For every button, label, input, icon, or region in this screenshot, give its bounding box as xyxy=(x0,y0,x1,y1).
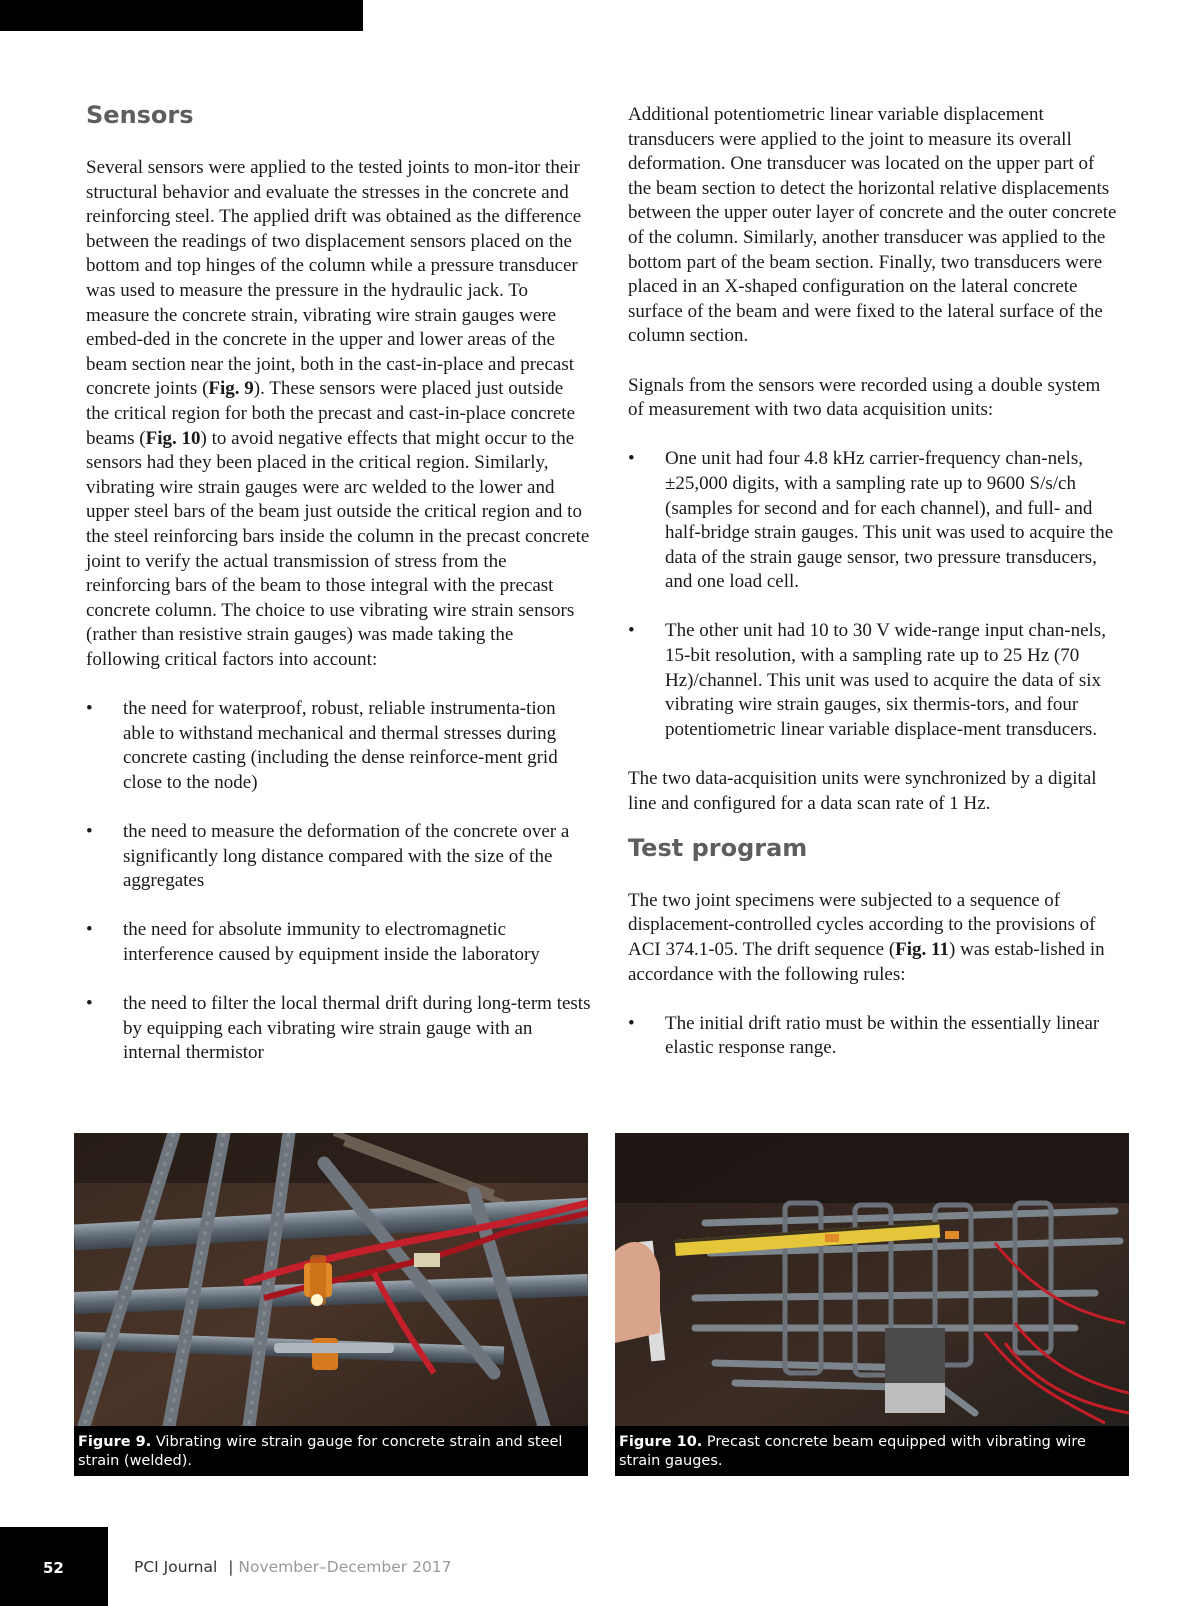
figure-10-caption xyxy=(615,1428,1129,1476)
bullet-dot: • xyxy=(628,448,635,470)
figure-ref-11: Fig. 11 xyxy=(895,939,950,960)
list-item-text: the need to measure the deformation of the concrete over a significantly long distance compared with the size of the aggregates xyxy=(123,821,570,892)
list-item xyxy=(86,820,591,894)
figure-ref-9: Fig. 9 xyxy=(208,378,254,400)
page-number: 52 xyxy=(43,1559,64,1577)
journal-name: PCI Journal xyxy=(134,1558,218,1576)
bullet-dot: • xyxy=(628,1012,635,1034)
footer xyxy=(134,1558,452,1576)
list-item-text: the need for waterproof, robust, reliable instrumenta-tion able to withstand mechanical and thermal stresses during concrete casting (including the dense reinforce-ment grid close to the node) xyxy=(123,698,558,793)
list-item xyxy=(86,992,591,1066)
paragraph-test-program xyxy=(628,889,1120,987)
footer-separator: | xyxy=(228,1558,234,1576)
list-item xyxy=(86,918,591,967)
issue-date: November–December 2017 xyxy=(238,1558,452,1576)
acquisition-units-list xyxy=(628,447,1120,742)
section-heading-test-program: Test program xyxy=(628,833,808,862)
bullet-dot: • xyxy=(86,919,93,941)
text-run: ) to avoid negative effects that might occur to the sensors had they been placed in the critical region. Similarly, vibrating wire strain gauges were arc welded to the lower and upper steel bars of the beam just outside the critical region and to the steel reinforcing bars inside the column in the precast concrete joint to verify the actual transmission of stress from the reinforcing bars of the beam to those integral with the precast concrete column. The choice to use vibrating wire strain sensors (rather than resistive strain gauges) was made taking the following critical factors into account: xyxy=(86,427,590,670)
figure-9 xyxy=(74,1133,588,1476)
bullet-dot: • xyxy=(86,698,93,720)
figure-label: Figure 10. xyxy=(619,1434,703,1450)
paragraph-synchronization: The two data-acquisition units were synchronized by a digital line and configured for a data scan rate of 1 Hz. xyxy=(628,768,1097,814)
figure-label: Figure 9. xyxy=(78,1434,152,1450)
text-run: ). These sensors were placed just outside the critical region for both the precast and cast-in-place concrete beams ( xyxy=(86,378,576,449)
list-item xyxy=(628,619,1120,742)
precast-beam-photo xyxy=(615,1133,1129,1426)
figure-ref-10: Fig. 10 xyxy=(145,427,201,449)
list-item-text: the need for absolute immunity to electromagnetic interference caused by equipment inside the laboratory xyxy=(123,919,540,965)
list-item-text: One unit had four 4.8 kHz carrier-frequency chan-nels, ±25,000 digits, with a sampling rate up to 9600 S/s/ch (samples for second and for each channel), and full- and half-bridge strain gauges. This unit was used to acquire the data of the strain gauge sensor, two pressure transducers, and one load cell. xyxy=(665,448,1114,593)
bullet-dot: • xyxy=(628,620,635,642)
paragraph-signals: Signals from the sensors were recorded using a double system of measurement with two data acquisition units: xyxy=(628,374,1101,421)
bullet-dot: • xyxy=(86,821,93,843)
text-run: ) was estab-lished in accordance with the following rules: xyxy=(628,939,1105,985)
left-column xyxy=(86,98,591,1091)
list-item xyxy=(628,447,1120,595)
text-run: Several sensors were applied to the tested joints to mon-itor their structural behavior and evaluate the stresses in the concrete and reinforcing steel. The applied drift was obtained as the difference between the readings of two displacement sensors placed on the bottom and top hinges of the column while a pressure transducer was used to measure the pressure in the hydraulic jack. To measure the concrete strain, vibrating wire strain gauges were embed-ded in the concrete in the upper and lower areas of the beam section near the joint, both in the cast-in-place and precast concrete joints ( xyxy=(86,157,582,400)
list-item xyxy=(628,1012,1120,1061)
list-item-text: The other unit had 10 to 30 V wide-range input chan-nels, 15-bit resolution, with a sampling rate up to 25 Hz (70 Hz)/channel. This unit was used to acquire the data of six vibrating wire strain gauges, six thermis-tors, and four potentiometric linear variable displace-ment transducers. xyxy=(665,620,1106,740)
paragraph-sensors-intro xyxy=(86,156,591,672)
figure-9-photo xyxy=(74,1133,588,1426)
list-item-text: The initial drift ratio must be within the essentially linear elastic response range. xyxy=(665,1012,1100,1059)
caption-text: Precast concrete beam equipped with vibrating wire strain gauges. xyxy=(619,1434,1086,1469)
section-heading-sensors: Sensors xyxy=(86,101,194,129)
top-black-bar xyxy=(0,0,363,31)
critical-factors-list xyxy=(86,697,591,1066)
paragraph-transducers: Additional potentiometric linear variable displacement transducers were applied to the joint to measure its overall deformation. One transducer was located on the upper part of the beam section to detect the horizontal relative displacements between the upper outer layer of concrete and the outer concrete of the column. Similarly, another transducer was applied to the bottom part of the beam section. Finally, two transducers were placed in an X-shaped configuration on the lateral concrete surface of the beam and were fixed to the lateral surface of the column section. xyxy=(628,104,1117,347)
bullet-dot: • xyxy=(86,993,93,1015)
text-run: The two joint specimens were subjected to a sequence of displacement-controlled cycles according to the provisions of ACI 374.1-05. The drift sequence ( xyxy=(628,889,1096,960)
list-item xyxy=(86,697,591,795)
figure-9-caption xyxy=(74,1428,588,1476)
caption-text: Vibrating wire strain gauge for concrete strain and steel strain (welded). xyxy=(78,1434,563,1469)
figure-10-photo xyxy=(615,1133,1129,1426)
rebar-strain-gauge-photo xyxy=(74,1133,588,1426)
figure-10 xyxy=(615,1133,1129,1476)
right-column xyxy=(628,103,1120,1086)
drift-rules-list xyxy=(628,1012,1120,1061)
list-item-text: the need to filter the local thermal drift during long-term tests by equipping each vibrating wire strain gauge with an internal thermistor xyxy=(123,993,591,1064)
